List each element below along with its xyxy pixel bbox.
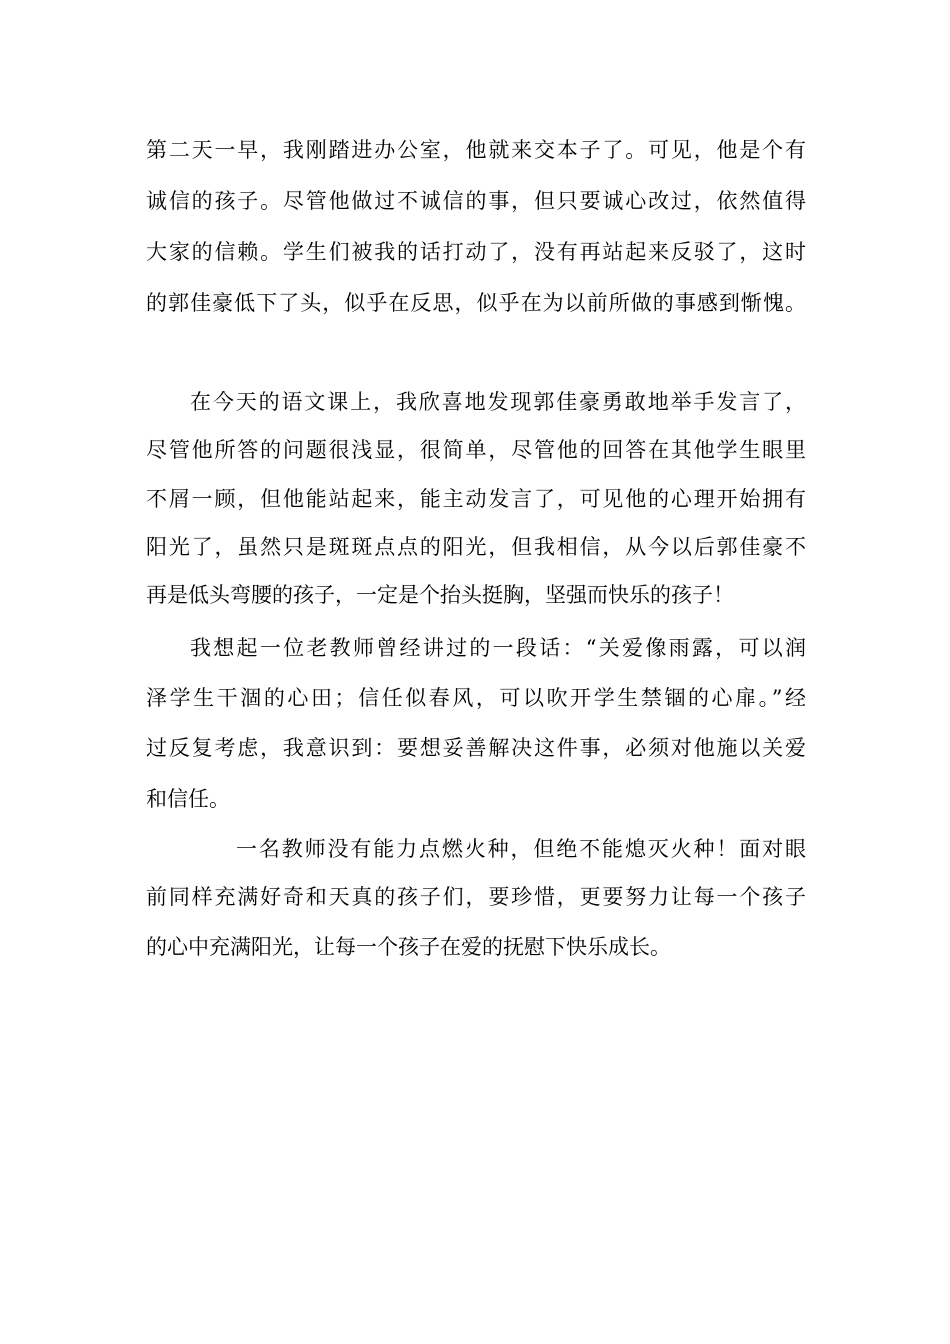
- paragraph-3-line-3: 过反复考虑，我意识到：要想妥善解决这件事，必须对他施以关爱: [146, 736, 806, 760]
- paragraph-2-line-3: 不屑一顾，但他能站起来，能主动发言了，可见他的心理开始拥有: [146, 487, 806, 511]
- paragraph-4-line-2: 前同样充满好奇和天真的孩子们，要珍惜，更要努力让每一个孩子: [146, 885, 806, 909]
- paragraph-4-line-3: 的心中充满阳光，让每一个孩子在爱的抚慰下快乐成长。: [146, 935, 671, 959]
- paragraph-2-line-2: 尽管他所答的问题很浅显，很简单，尽管他的回答在其他学生眼里: [146, 438, 806, 462]
- paragraph-1-line-4: 的郭佳豪低下了头，似乎在反思，似乎在为以前所做的事感到惭愧。: [146, 291, 806, 315]
- paragraph-3-line-2: 泽学生干涸的心田；信任似春风，可以吹开学生禁锢的心扉。”经: [146, 686, 806, 710]
- paragraph-2-line-1: 在今天的语文课上，我欣喜地发现郭佳豪勇敢地举手发言了，: [190, 390, 806, 414]
- paragraph-2-line-5: 再是低头弯腰的孩子，一定是个抬头挺胸，坚强而快乐的孩子！: [146, 583, 734, 607]
- paragraph-3-line-1: 我想起一位老教师曾经讲过的一段话：“关爱像雨露，可以润: [190, 636, 806, 660]
- paragraph-2-line-4: 阳光了，虽然只是斑斑点点的阳光，但我相信，从今以后郭佳豪不: [146, 535, 806, 559]
- paragraph-3-line-4: 和信任。: [146, 787, 230, 811]
- paragraph-1-line-1: 第二天一早，我刚踏进办公室，他就来交本子了。可见，他是个有: [146, 138, 806, 162]
- paragraph-4-line-1: 一名教师没有能力点燃火种，但绝不能熄灭火种！面对眼: [236, 837, 806, 861]
- paragraph-1-line-3: 大家的信赖。学生们被我的话打动了，没有再站起来反驳了，这时: [146, 240, 806, 264]
- paragraph-1-line-2: 诚信的孩子。尽管他做过不诚信的事，但只要诚心改过，依然值得: [146, 189, 806, 213]
